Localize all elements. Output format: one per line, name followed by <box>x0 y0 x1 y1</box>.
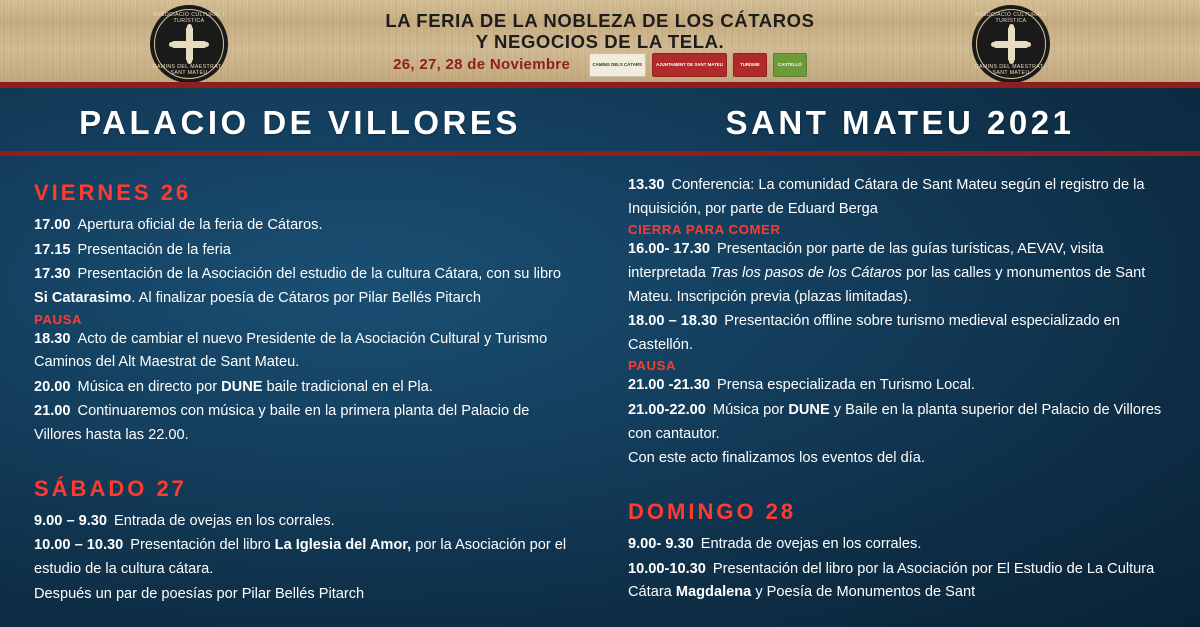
entry-text-part: DUNE <box>221 378 263 395</box>
seal-left-top-text: ASSOCIACIÓ CULTURAL I TURÍSTICA <box>153 12 225 24</box>
fair-title-block <box>242 11 958 77</box>
entry-time: 16.00- 17.30 <box>628 241 710 258</box>
entry-text-part: por la Asociación por el estudio de la cultura cátara. <box>34 537 567 578</box>
diputacio-castello-logo: CASTELLÓ <box>773 53 807 77</box>
day-heading: SÁBADO 27 <box>34 475 187 501</box>
entry-time: 10.00 – 10.30 <box>34 537 124 554</box>
fair-title-line2: Y NEGOCIOS DE LA TELA. <box>475 30 725 52</box>
entry-time: 20.00 <box>34 378 71 395</box>
schedule-entry <box>628 310 1166 357</box>
entry-time: 18.30 <box>34 330 71 347</box>
venue-title-right: SANT MATEU 2021 <box>725 104 1075 141</box>
program-column-right <box>622 174 1166 621</box>
entry-text-part: . Al finalizar poesía de Cátaros por Pilar Bellés Pitarch <box>131 289 481 306</box>
schedule-entry <box>34 263 578 310</box>
entry-text-part: Música en directo por <box>77 378 222 395</box>
entry-text: Presentación offline sobre turismo medieval especializado en Castellón. <box>628 313 1120 353</box>
occitan-cross-icon <box>169 24 209 64</box>
entry-text-part: Tras los pasos de los Cátaros <box>709 264 902 281</box>
program-column-left <box>34 174 578 621</box>
entry-text-part: baile tradicional en el Pla. <box>262 378 433 395</box>
venue-title-left: PALACIO DE VILLORES <box>79 104 521 141</box>
entry-text: Conferencia: La comunidad Cátara de Sant Mateu según el registro de la Inquisición, por parte de Eduard Berga <box>628 177 1145 217</box>
generalitat-logo: TURISME <box>733 53 767 77</box>
fair-title-line1: LA FERIA DE LA NOBLEZA DE LOS CÁTAROS <box>385 9 815 31</box>
schedule-entry <box>34 214 578 238</box>
entry-text: Prensa especializada en Turismo Local. <box>716 377 975 394</box>
entry-text-part: Música por <box>712 402 789 419</box>
ajuntament-logo: AJUNTAMENT DE SANT MATEU <box>652 53 727 77</box>
seal-right-bottom-text: CAMINS DEL MAESTRAT · SANT MATEU <box>974 64 1048 76</box>
entry-time: 21.00 -21.30 <box>628 377 710 394</box>
seal-right-top-text: ASSOCIACIÓ CULTURAL I TURÍSTICA <box>975 12 1047 24</box>
schedule-entry: Después un par de poesías por Pilar Bellés Pitarch <box>34 585 365 602</box>
schedule-entry: Con este acto finalizamos los eventos del día. <box>628 450 925 467</box>
occitan-cross-icon <box>991 24 1031 64</box>
entry-text-part: y Baile en la planta superior del Palacio de Villores con cantautor. <box>628 402 1162 442</box>
venue-title-bar <box>0 88 1200 156</box>
schedule-note: CIERRA PARA COMER <box>628 222 781 238</box>
entry-text-part: Presentación por parte de las guías turísticas, AEVAV, visita interpretada <box>628 241 1104 281</box>
entry-text-part: Presentación del libro por la Asociación por El Estudio de La Cultura Cátara <box>628 560 1155 601</box>
program-columns <box>0 156 1200 621</box>
entry-time: 13.30 <box>628 177 665 193</box>
entry-time: 9.00 – 9.30 <box>34 512 108 529</box>
entry-text: Acto de cambiar el nuevo Presidente de la Asociación Cultural y Turismo Caminos del Alt Maestrat de Sant Mateu. <box>34 330 548 371</box>
entry-text-part: La Iglesia del Amor, <box>274 537 412 554</box>
entry-text-part: Presentación del libro <box>130 537 275 554</box>
schedule-entry <box>34 510 578 534</box>
schedule-entry <box>628 174 1166 221</box>
entry-time: 21.00 <box>34 403 71 420</box>
day-heading: DOMINGO 28 <box>628 499 797 525</box>
schedule-note: PAUSA <box>628 358 677 374</box>
schedule-entry <box>628 238 1166 309</box>
entry-time: 18.00 – 18.30 <box>628 313 718 330</box>
entry-text: Presentación de la feria <box>77 241 231 258</box>
schedule-note: PAUSA <box>34 311 83 327</box>
entry-text-part: DUNE <box>788 402 830 419</box>
schedule-entry <box>628 399 1166 446</box>
header-banner <box>0 0 1200 88</box>
schedule-entry <box>34 239 578 263</box>
schedule-entry <box>34 376 578 400</box>
sponsor-logos <box>589 53 807 77</box>
association-seal-right-icon <box>972 5 1050 83</box>
entry-time: 21.00-22.00 <box>628 402 706 419</box>
entry-text-part: Presentación de la Asociación del estudio de la cultura Cátara, con su libro <box>77 266 562 283</box>
fair-dates: 26, 27, 28 de Noviembre <box>393 56 571 74</box>
entry-text-part: y Poesía de Monumentos de Sant <box>751 584 976 601</box>
entry-time: 17.00 <box>34 217 71 233</box>
entry-time: 9.00- 9.30 <box>628 536 694 553</box>
entry-time: 17.15 <box>34 241 71 258</box>
entry-text: Apertura oficial de la feria de Cátaros. <box>77 217 323 233</box>
entry-text: Continuaremos con música y baile en la primera planta del Palacio de Villores hasta las 22.00. <box>34 403 530 444</box>
schedule-entry <box>34 400 578 447</box>
camins-dels-catars-logo: CAMINS DELS CÀTARS <box>589 53 646 77</box>
entry-text-part: por las calles y monumentos de Sant Mateu. Inscripción previa (plazas limitadas). <box>628 264 1146 305</box>
schedule-entry <box>34 328 578 375</box>
entry-text: Entrada de ovejas en los corrales. <box>114 512 335 529</box>
schedule-entry <box>628 374 1166 398</box>
schedule-entry <box>34 534 578 581</box>
entry-time: 10.00-10.30 <box>628 560 706 577</box>
entry-text-part: Si Catarasimo <box>34 289 132 306</box>
association-seal-left-icon <box>150 5 228 83</box>
entry-text: Entrada de ovejas en los corrales. <box>700 536 922 553</box>
seal-left-bottom-text: CAMINS DEL MAESTRAT · SANT MATEU <box>152 64 226 76</box>
day-heading: VIERNES 26 <box>34 180 192 205</box>
entry-text-part: Magdalena <box>675 584 752 601</box>
schedule-entry <box>628 558 1166 605</box>
schedule-entry <box>628 533 1166 557</box>
entry-time: 17.30 <box>34 266 71 283</box>
